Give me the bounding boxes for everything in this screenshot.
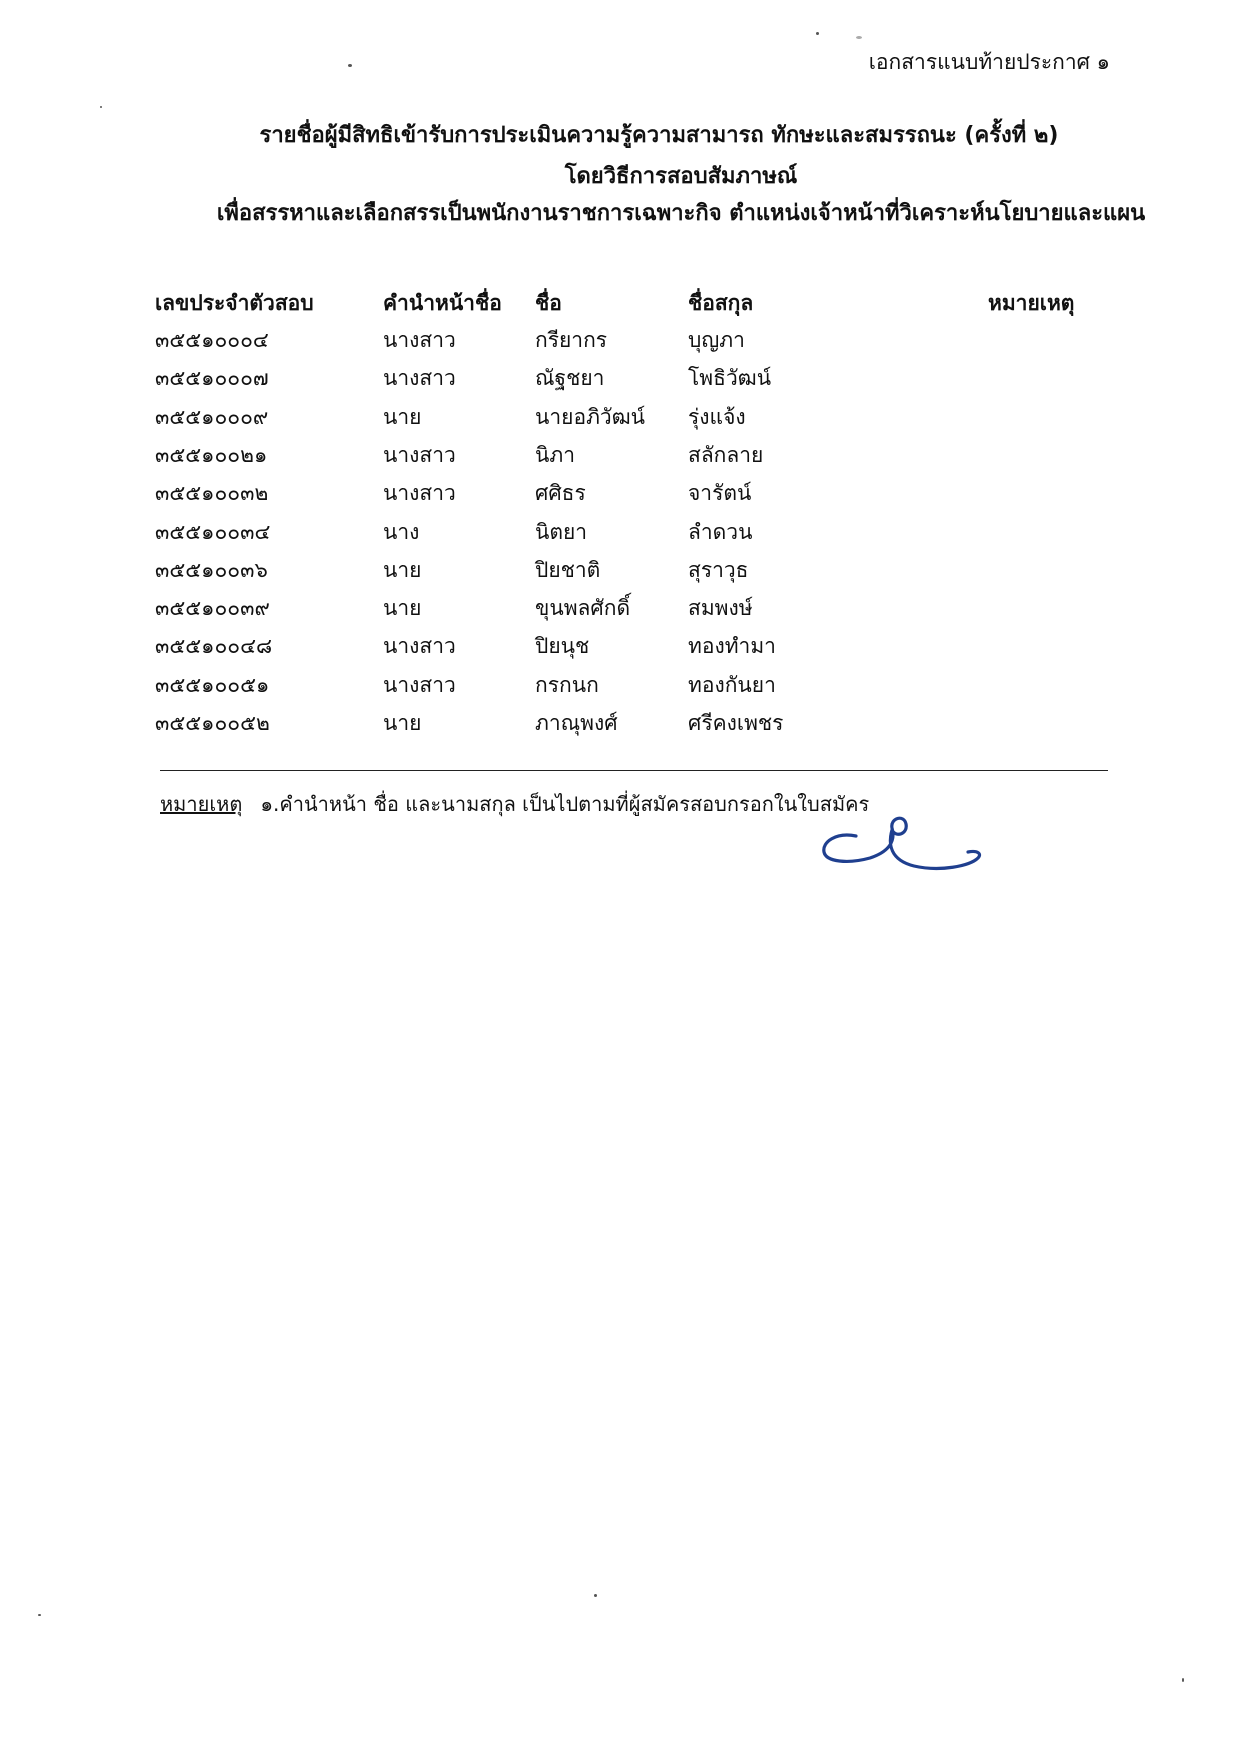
exam-id-cell: ๓๕๕๑๐๐๓๔: [155, 519, 271, 544]
scan-speck: [1182, 1678, 1184, 1682]
table-row: [0, 669, 1242, 705]
separator-line: [160, 770, 1108, 771]
surname-cell: ทองทำมา: [688, 634, 776, 659]
table-row: [0, 592, 1242, 628]
table-row: [0, 630, 1242, 666]
prefix-cell: นาย: [383, 557, 422, 582]
footnote-label: หมายเหตุ: [160, 792, 243, 816]
surname-cell: โพธิวัฒน์: [688, 366, 772, 391]
scan-speck: [856, 36, 862, 39]
first-name-cell: นิภา: [535, 442, 575, 467]
document-title-line-2: โดยวิธีการสอบสัมภาษณ์: [564, 164, 798, 189]
scan-speck: [100, 106, 102, 108]
first-name-cell: กรกนก: [535, 672, 599, 697]
column-header-surname: ชื่อสกุล: [688, 291, 754, 315]
signature-mark: [818, 808, 988, 874]
footnote: [160, 788, 869, 820]
table-row: [0, 362, 1242, 398]
scan-speck: [38, 1614, 41, 1616]
table-row: [0, 401, 1242, 437]
first-name-cell: นายอภิวัฒน์: [535, 404, 646, 429]
exam-id-cell: ๓๕๕๑๐๐๕๒: [155, 711, 270, 735]
exam-id-cell: ๓๕๕๑๐๐๐๙: [155, 404, 269, 429]
prefix-cell: นาย: [383, 404, 422, 429]
table-row: [0, 477, 1242, 513]
column-header-prefix: คำนำหน้าชื่อ: [383, 291, 502, 315]
exam-id-cell: ๓๕๕๑๐๐๐๗: [155, 366, 269, 391]
first-name-cell: นิตยา: [535, 519, 588, 544]
prefix-cell: นาย: [383, 596, 422, 621]
first-name-cell: ปิยชาติ: [535, 557, 601, 582]
prefix-cell: นาย: [383, 711, 422, 735]
prefix-cell: นาง: [383, 519, 420, 544]
surname-cell: ทองกันยา: [688, 672, 776, 697]
surname-cell: ศรีคงเพชร: [688, 711, 784, 735]
prefix-cell: นางสาว: [383, 366, 456, 391]
first-name-cell: ศศิธร: [535, 481, 586, 506]
table-row: [0, 439, 1242, 475]
surname-cell: บุญภา: [688, 328, 745, 352]
document-title-line-1: รายชื่อผู้มีสิทธิเข้ารับการประเมินความรู้ความสามารถ ทักษะและสมรรถนะ (ครั้งที่ ๒): [259, 123, 1059, 148]
surname-cell: จารัตน์: [688, 481, 752, 506]
exam-id-cell: ๓๕๕๑๐๐๓๙: [155, 596, 270, 621]
column-header-first-name: ชื่อ: [535, 291, 562, 315]
prefix-cell: นางสาว: [383, 328, 456, 352]
scan-speck: [816, 32, 819, 35]
footnote-text: ๑.คำนำหน้า ชื่อ และนามสกุล เป็นไปตามที่ผู้สมัครสอบกรอกในใบสมัคร: [260, 792, 870, 816]
surname-cell: รุ่งแจ้ง: [688, 404, 746, 429]
exam-id-cell: ๓๕๕๑๐๐๕๑: [155, 672, 270, 697]
prefix-cell: นางสาว: [383, 672, 456, 697]
surname-cell: ลำดวน: [688, 519, 753, 544]
exam-id-cell: ๓๕๕๑๐๐๔๘: [155, 634, 273, 659]
first-name-cell: ปิยนุช: [535, 634, 590, 659]
first-name-cell: ขุนพลศักดิ์: [535, 596, 631, 621]
surname-cell: สุราวุธ: [688, 557, 749, 582]
exam-id-cell: ๓๕๕๑๐๐๐๔: [155, 328, 269, 352]
surname-cell: สลักลาย: [688, 442, 764, 467]
prefix-cell: นางสาว: [383, 634, 456, 659]
scan-speck: [594, 1594, 597, 1597]
exam-id-cell: ๓๕๕๑๐๐๓๒: [155, 481, 269, 506]
column-header-exam-id: เลขประจำตัวสอบ: [155, 291, 314, 315]
table-row: [0, 516, 1242, 552]
first-name-cell: ณัฐชยา: [535, 366, 605, 391]
exam-id-cell: ๓๕๕๑๐๐๒๑: [155, 442, 268, 467]
exam-id-cell: ๓๕๕๑๐๐๓๖: [155, 557, 268, 582]
scan-speck: [348, 64, 352, 67]
prefix-cell: นางสาว: [383, 442, 456, 467]
prefix-cell: นางสาว: [383, 481, 456, 506]
first-name-cell: กรียากร: [535, 328, 608, 352]
table-row: [0, 707, 1242, 743]
document-title-line-3: เพื่อสรรหาและเลือกสรรเป็นพนักงานราชการเฉพาะกิจ ตำแหน่งเจ้าหน้าที่วิเคราะห์นโยบายและแผน: [216, 201, 1146, 226]
attachment-label: เอกสารแนบท้ายประกาศ ๑: [868, 50, 1110, 74]
table-row: [0, 324, 1242, 360]
surname-cell: สมพงษ์: [688, 596, 753, 621]
first-name-cell: ภาณุพงศ์: [535, 711, 618, 735]
column-header-remark: หมายเหตุ: [988, 291, 1075, 315]
table-row: [0, 554, 1242, 590]
